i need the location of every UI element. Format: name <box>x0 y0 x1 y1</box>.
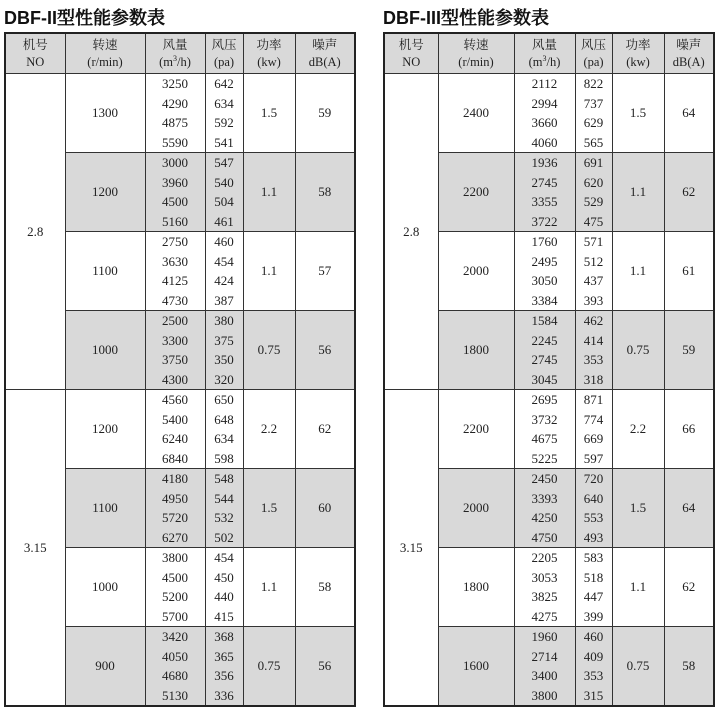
unit-part: (m <box>159 54 173 69</box>
power-cell: 1.1 <box>243 232 295 311</box>
pressure-value: 640 <box>583 490 604 506</box>
header-unit: (kw) <box>257 54 281 69</box>
header-unit: NO <box>402 54 421 69</box>
flow-cell <box>514 153 575 232</box>
pressure-value: 540 <box>214 174 234 190</box>
pressure-cell <box>205 232 243 311</box>
flow-value: 4050 <box>162 648 188 664</box>
flow-value: 4560 <box>162 392 188 407</box>
header-no <box>384 33 438 74</box>
flow-value: 2245 <box>531 332 558 348</box>
pressure-value: 387 <box>214 292 234 308</box>
pressure-value: 356 <box>214 668 234 683</box>
header-label: 噪声 <box>312 37 338 52</box>
header-unit: (r/min) <box>458 54 494 69</box>
header-no <box>5 33 65 74</box>
speed-cell: 1800 <box>438 311 514 390</box>
flow-value: 2750 <box>162 234 188 249</box>
pressure-value: 553 <box>583 510 604 525</box>
pressure-value: 450 <box>214 569 234 585</box>
flow-value: 3393 <box>531 490 558 506</box>
flow-value: 3800 <box>162 550 188 565</box>
pressure-cell <box>205 74 243 153</box>
flow-value: 3420 <box>162 629 188 644</box>
flow-cell <box>145 74 205 153</box>
pressure-value: 871 <box>583 392 604 407</box>
pressure-value: 648 <box>214 411 234 427</box>
noise-cell: 62 <box>664 548 714 627</box>
pressure-value: 336 <box>214 687 234 703</box>
power-cell: 1.1 <box>612 153 664 232</box>
dbf-iii-panel <box>383 4 715 707</box>
pressure-value: 315 <box>583 687 604 703</box>
pressure-value: 461 <box>214 213 234 229</box>
flow-cell <box>514 469 575 548</box>
header-label: 机号 <box>22 37 48 52</box>
pressure-cell <box>205 311 243 390</box>
flow-value: 5590 <box>162 134 188 150</box>
noise-cell: 57 <box>295 232 355 311</box>
flow-value: 5225 <box>531 450 558 466</box>
pressure-cell <box>575 153 612 232</box>
header-row <box>384 33 714 74</box>
flow-value: 4950 <box>162 490 188 506</box>
flow-value: 3400 <box>531 668 558 683</box>
noise-cell: 62 <box>295 390 355 469</box>
header-label: 机号 <box>398 37 424 52</box>
flow-value: 5200 <box>162 589 188 604</box>
header-noise <box>295 33 355 74</box>
header-unit <box>515 54 575 71</box>
pressure-value: 399 <box>583 608 604 624</box>
flow-value: 3384 <box>531 292 558 308</box>
noise-cell: 58 <box>664 627 714 707</box>
speed-cell: 900 <box>65 627 145 707</box>
flow-value: 2500 <box>162 313 188 328</box>
noise-cell: 58 <box>295 153 355 232</box>
pressure-value: 691 <box>583 155 604 170</box>
pressure-value: 454 <box>214 550 234 565</box>
header-unit: dB(A) <box>672 54 705 69</box>
header-row <box>5 33 355 74</box>
noise-cell: 61 <box>664 232 714 311</box>
pressure-value: 502 <box>214 529 234 545</box>
pressure-value: 548 <box>214 471 234 486</box>
flow-value: 4125 <box>162 273 188 288</box>
header-label: 噪声 <box>676 37 702 52</box>
table-title: DBF-II型性能参数表 <box>4 8 165 28</box>
power-cell: 1.1 <box>243 548 295 627</box>
header-label: 功率 <box>256 37 282 52</box>
flow-value: 3000 <box>162 155 188 170</box>
pressure-value: 409 <box>583 648 604 664</box>
flow-cell <box>145 153 205 232</box>
noise-cell: 56 <box>295 311 355 390</box>
flow-value: 5720 <box>162 510 188 525</box>
pressure-value: 353 <box>583 668 604 683</box>
flow-value: 2745 <box>531 174 558 190</box>
speed-cell: 1200 <box>65 153 145 232</box>
speed-cell: 2200 <box>438 390 514 469</box>
flow-value: 4300 <box>162 371 188 387</box>
pressure-value: 437 <box>583 273 604 288</box>
flow-cell <box>145 232 205 311</box>
pressure-cell <box>575 548 612 627</box>
flow-value: 4250 <box>531 510 558 525</box>
unit-superscript: 3 <box>542 53 547 63</box>
unit-part: /h) <box>546 54 561 69</box>
flow-value: 1936 <box>531 155 558 170</box>
flow-value: 5400 <box>162 411 188 427</box>
speed-cell: 1000 <box>65 311 145 390</box>
flow-value: 4275 <box>531 608 558 624</box>
flow-value: 2205 <box>531 550 558 565</box>
flow-value: 3660 <box>531 115 558 130</box>
pressure-value: 365 <box>214 648 234 664</box>
header-flow <box>514 33 575 74</box>
flow-value: 4500 <box>162 194 188 209</box>
flow-cell <box>514 390 575 469</box>
speed-cell: 1000 <box>65 548 145 627</box>
flow-value: 3825 <box>531 589 558 604</box>
pressure-value: 565 <box>583 134 604 150</box>
header-unit: (kw) <box>626 54 650 69</box>
pressure-value: 737 <box>583 95 604 111</box>
speed-cell: 1100 <box>65 469 145 548</box>
flow-value: 4675 <box>531 431 558 446</box>
flow-value: 6240 <box>162 431 188 446</box>
pressure-value: 493 <box>583 529 604 545</box>
machine-number-cell: 3.15 <box>384 390 438 707</box>
flow-value: 5700 <box>162 608 188 624</box>
pressure-value: 541 <box>214 134 234 150</box>
flow-value: 6840 <box>162 450 188 466</box>
table-row <box>384 390 714 469</box>
pressure-value: 583 <box>583 550 604 565</box>
speed-cell: 2200 <box>438 153 514 232</box>
performance-table <box>383 32 715 707</box>
flow-value: 2695 <box>531 392 558 407</box>
noise-cell: 56 <box>295 627 355 707</box>
header-label: 风压 <box>211 37 237 52</box>
noise-cell: 66 <box>664 390 714 469</box>
flow-cell <box>514 311 575 390</box>
pressure-value: 518 <box>583 569 604 585</box>
flow-cell <box>145 548 205 627</box>
header-flow <box>145 33 205 74</box>
flow-value: 2495 <box>531 253 558 269</box>
table-title: DBF-III型性能参数表 <box>383 8 549 28</box>
header-label: 风量 <box>531 37 557 52</box>
pressure-value: 547 <box>214 155 234 170</box>
header-power <box>612 33 664 74</box>
unit-part: (m <box>528 54 543 69</box>
speed-cell: 2000 <box>438 232 514 311</box>
flow-cell <box>145 390 205 469</box>
power-cell: 1.5 <box>243 469 295 548</box>
header-label: 转速 <box>92 37 118 52</box>
pressure-value: 642 <box>214 76 234 91</box>
header-noise <box>664 33 714 74</box>
dbf-ii-panel <box>4 4 356 707</box>
speed-cell: 2400 <box>438 74 514 153</box>
power-cell: 1.1 <box>612 548 664 627</box>
pressure-value: 380 <box>214 313 234 328</box>
pressure-value: 368 <box>214 629 234 644</box>
flow-cell <box>514 74 575 153</box>
header-speed <box>65 33 145 74</box>
power-cell: 1.5 <box>612 74 664 153</box>
pressure-value: 440 <box>214 589 234 604</box>
pressure-cell <box>205 627 243 707</box>
header-power <box>243 33 295 74</box>
pressure-value: 475 <box>583 213 604 229</box>
header-pressure <box>205 33 243 74</box>
pressure-value: 529 <box>583 194 604 209</box>
pressure-value: 774 <box>583 411 604 427</box>
pressure-value: 592 <box>214 115 234 130</box>
power-cell: 0.75 <box>243 627 295 707</box>
noise-cell: 58 <box>295 548 355 627</box>
pressure-value: 669 <box>583 431 604 446</box>
header-label: 功率 <box>625 37 651 52</box>
header-unit: dB(A) <box>308 54 341 69</box>
pressure-value: 320 <box>214 371 234 387</box>
table-row <box>5 390 355 469</box>
table-row <box>5 74 355 153</box>
pressure-value: 629 <box>583 115 604 130</box>
flow-value: 4290 <box>162 95 188 111</box>
flow-value: 4060 <box>531 134 558 150</box>
power-cell: 1.5 <box>612 469 664 548</box>
header-label: 风量 <box>162 37 188 52</box>
pressure-cell <box>205 153 243 232</box>
flow-value: 2745 <box>531 352 558 367</box>
flow-value: 3960 <box>162 174 188 190</box>
flow-value: 4730 <box>162 292 188 308</box>
flow-value: 2714 <box>531 648 558 664</box>
noise-cell: 64 <box>664 469 714 548</box>
flow-value: 1584 <box>531 313 558 328</box>
flow-value: 4750 <box>531 529 558 545</box>
pressure-value: 650 <box>214 392 234 407</box>
power-cell: 0.75 <box>612 627 664 707</box>
header-label: 风压 <box>580 37 606 52</box>
pressure-cell <box>575 74 612 153</box>
pressure-value: 375 <box>214 332 234 348</box>
flow-value: 4875 <box>162 115 188 130</box>
speed-cell: 1600 <box>438 627 514 707</box>
flow-cell <box>145 311 205 390</box>
flow-value: 5160 <box>162 213 188 229</box>
pressure-cell <box>205 390 243 469</box>
speed-cell: 2000 <box>438 469 514 548</box>
pressure-value: 462 <box>583 313 604 328</box>
flow-value: 3750 <box>162 352 188 367</box>
flow-value: 6270 <box>162 529 188 545</box>
flow-value: 3355 <box>531 194 558 209</box>
pressure-value: 393 <box>583 292 604 308</box>
noise-cell: 62 <box>664 153 714 232</box>
pressure-value: 414 <box>583 332 604 348</box>
pressure-cell <box>575 469 612 548</box>
pressure-value: 447 <box>583 589 604 604</box>
pressure-value: 597 <box>583 450 604 466</box>
pressure-value: 318 <box>583 371 604 387</box>
pressure-value: 544 <box>214 490 234 506</box>
speed-cell: 1100 <box>65 232 145 311</box>
flow-value: 3630 <box>162 253 188 269</box>
header-label: 转速 <box>463 37 489 52</box>
pressure-value: 532 <box>214 510 234 525</box>
header-unit: (pa) <box>213 54 235 69</box>
flow-value: 3722 <box>531 213 558 229</box>
flow-cell <box>514 627 575 707</box>
header-unit <box>146 54 205 71</box>
power-cell: 1.1 <box>612 232 664 311</box>
pressure-value: 460 <box>583 629 604 644</box>
machine-number-cell: 2.8 <box>5 74 65 390</box>
speed-cell: 1800 <box>438 548 514 627</box>
header-unit: (r/min) <box>87 54 123 69</box>
pressure-cell <box>575 311 612 390</box>
power-cell: 2.2 <box>612 390 664 469</box>
machine-number-cell: 2.8 <box>384 74 438 390</box>
flow-cell <box>145 627 205 707</box>
unit-superscript: 3 <box>173 53 177 63</box>
power-cell: 0.75 <box>612 311 664 390</box>
pressure-value: 424 <box>214 273 234 288</box>
pressure-cell <box>205 548 243 627</box>
table-row <box>384 74 714 153</box>
flow-value: 3800 <box>531 687 558 703</box>
pressure-value: 598 <box>214 450 234 466</box>
pressure-value: 620 <box>583 174 604 190</box>
header-unit: (pa) <box>583 54 604 69</box>
performance-table <box>4 32 356 707</box>
noise-cell: 59 <box>664 311 714 390</box>
flow-value: 2450 <box>531 471 558 486</box>
pressure-value: 415 <box>214 608 234 624</box>
flow-cell <box>514 548 575 627</box>
flow-value: 2112 <box>531 76 558 91</box>
header-speed <box>438 33 514 74</box>
pressure-cell <box>575 390 612 469</box>
pressure-value: 571 <box>583 234 604 249</box>
noise-cell: 59 <box>295 74 355 153</box>
power-cell: 1.5 <box>243 74 295 153</box>
pressure-value: 460 <box>214 234 234 249</box>
pressure-value: 512 <box>583 253 604 269</box>
flow-value: 3250 <box>162 76 188 91</box>
noise-cell: 60 <box>295 469 355 548</box>
flow-cell <box>514 232 575 311</box>
header-pressure <box>575 33 612 74</box>
machine-number-cell: 3.15 <box>5 390 65 707</box>
pressure-value: 822 <box>583 76 604 91</box>
power-cell: 0.75 <box>243 311 295 390</box>
flow-value: 3045 <box>531 371 558 387</box>
power-cell: 2.2 <box>243 390 295 469</box>
flow-value: 4180 <box>162 471 188 486</box>
flow-value: 3300 <box>162 332 188 348</box>
pressure-value: 504 <box>214 194 234 209</box>
header-unit: NO <box>26 54 45 69</box>
flow-value: 5130 <box>162 687 188 703</box>
pressure-cell <box>575 627 612 707</box>
noise-cell: 64 <box>664 74 714 153</box>
pressure-value: 350 <box>214 352 234 367</box>
flow-value: 3053 <box>531 569 558 585</box>
flow-value: 3732 <box>531 411 558 427</box>
flow-value: 4680 <box>162 668 188 683</box>
pressure-value: 353 <box>583 352 604 367</box>
flow-cell <box>145 469 205 548</box>
unit-part: /h) <box>177 54 191 69</box>
power-cell: 1.1 <box>243 153 295 232</box>
pressure-value: 634 <box>214 95 234 111</box>
pressure-value: 454 <box>214 253 234 269</box>
pressure-value: 634 <box>214 431 234 446</box>
flow-value: 2994 <box>531 95 558 111</box>
flow-value: 1960 <box>531 629 558 644</box>
flow-value: 3050 <box>531 273 558 288</box>
pressure-cell <box>575 232 612 311</box>
flow-value: 1760 <box>531 234 558 249</box>
pressure-value: 720 <box>583 471 604 486</box>
pressure-cell <box>205 469 243 548</box>
speed-cell: 1200 <box>65 390 145 469</box>
speed-cell: 1300 <box>65 74 145 153</box>
flow-value: 4500 <box>162 569 188 585</box>
